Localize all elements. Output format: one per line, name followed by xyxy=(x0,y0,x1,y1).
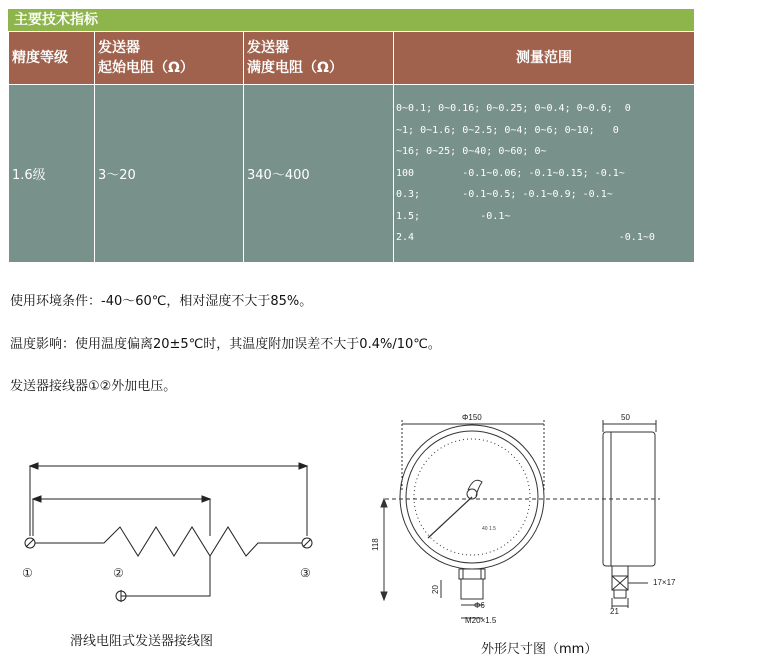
gauge-needle xyxy=(428,497,472,538)
terminal-1-slash xyxy=(26,539,34,547)
socket-thread xyxy=(461,579,483,599)
label-terminal-1: ① xyxy=(22,566,33,580)
arrow-inner-left xyxy=(33,496,41,502)
note-temperature: 温度影响：使用温度偏离20±5℃时，其温度附加误差不大于0.4%/10℃。 xyxy=(10,337,441,352)
dim-height: 118 xyxy=(371,538,380,551)
range-line: 100 -0.1~0.06; -0.1~0.15; -0.1~ xyxy=(396,167,625,179)
label-terminal-2: ② xyxy=(113,566,124,580)
dim-thread: M20×1.5 xyxy=(465,616,497,625)
dim-hex: 17×17 xyxy=(653,578,676,587)
dim-depth: 50 xyxy=(621,413,630,422)
range-line: ~1; 0~1.6; 0~2.5; 0~4; 0~6; 0~10; 0 xyxy=(396,124,619,136)
dim-base: 21 xyxy=(610,607,619,616)
note-voltage: 发送器接线器①②外加电压。 xyxy=(10,379,177,394)
needle-tail xyxy=(468,480,482,496)
header-grade: 精度等级 xyxy=(9,32,95,85)
gauge-side-view xyxy=(603,420,656,608)
resistor-zigzag xyxy=(35,527,302,556)
wiring-diagram xyxy=(25,463,312,602)
arrow-inner-right xyxy=(202,496,210,502)
side-socket xyxy=(612,566,628,576)
cell-grade: 1.6级 xyxy=(9,85,95,263)
arrow-left xyxy=(30,463,38,469)
section-title: 主要技术指标 xyxy=(8,9,694,31)
header-start-resistance: 发送器 起始电阻（Ω） xyxy=(95,32,244,85)
wiper-return xyxy=(121,571,210,596)
height-arrow-top xyxy=(381,499,387,507)
arrow-right xyxy=(299,463,307,469)
cell-full-resistance: 340～400 xyxy=(244,85,394,263)
range-line: 0~0.1; 0~0.16; 0~0.25; 0~0.4; 0~0.6; 0 xyxy=(396,103,631,115)
range-line: ~16; 0~25; 0~40; 0~60; 0~ xyxy=(396,146,547,158)
dial-text: 40 1.5 xyxy=(482,526,496,532)
header-full-resistance: 发送器 满度电阻（Ω） xyxy=(244,32,394,85)
label-terminal-3: ③ xyxy=(300,566,311,580)
range-line: 1.5; -0.1~ xyxy=(396,210,511,222)
range-line: 0.3; -0.1~0.5; -0.1~0.9; -0.1~ xyxy=(396,189,613,201)
dims-caption: 外形尺寸图（mm） xyxy=(481,642,598,657)
dim-diameter: Φ150 xyxy=(462,413,482,422)
gauge-front-view xyxy=(381,420,660,618)
dim-hole: Φ6 xyxy=(474,601,485,610)
range-line: 2.4 -0.1~0 xyxy=(396,232,655,244)
terminal-3-slash xyxy=(303,539,311,547)
side-thread xyxy=(614,590,626,598)
note-environment: 使用环境条件：-40～60℃，相对湿度不大于85%。 xyxy=(10,294,313,309)
dim-stem: 20 xyxy=(431,585,440,594)
header-range: 测量范围 xyxy=(394,32,695,85)
cell-start-resistance: 3～20 xyxy=(95,85,244,263)
wiring-caption: 滑线电阻式发送器接线图 xyxy=(70,634,214,649)
height-arrow-bottom xyxy=(381,592,387,600)
